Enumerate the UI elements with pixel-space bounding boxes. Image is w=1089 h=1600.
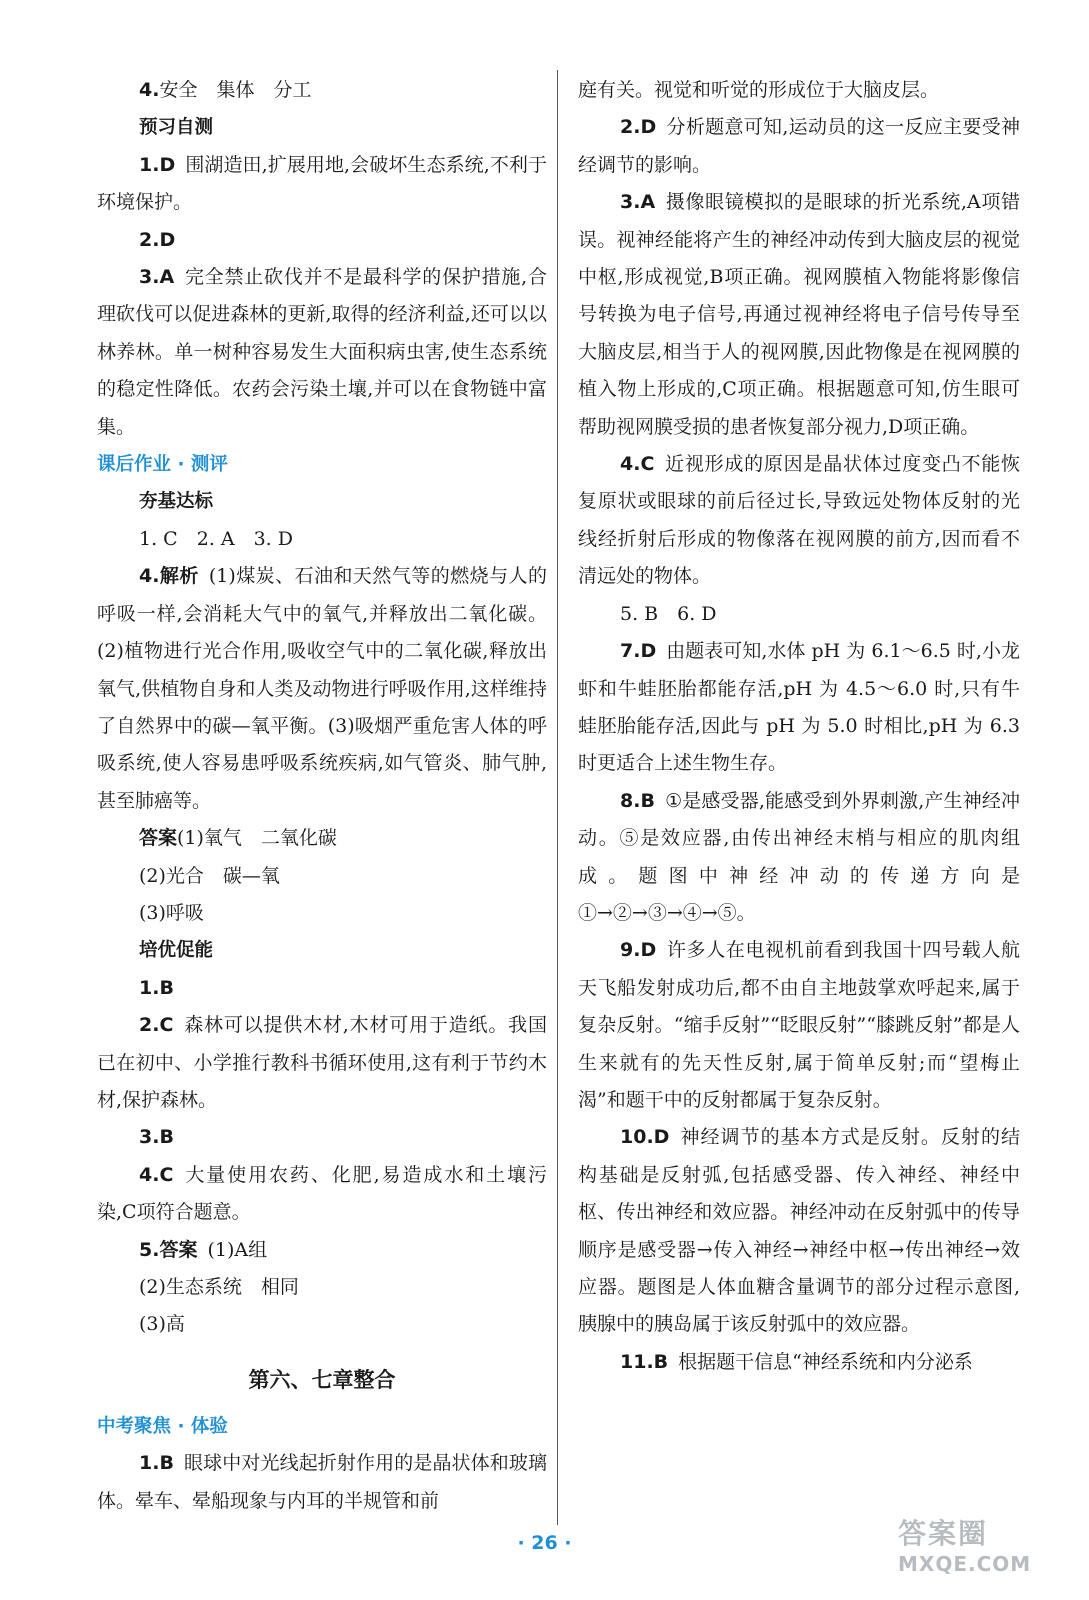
section-subheading: 夯基达标 bbox=[139, 491, 214, 513]
explanation-text: ①是感受器,能感受到外界刺激,产生神经冲动。⑤是效应器,由传出神经末梢与相应的肌肉组成。题图中神经冲动的传递方向是①→②→③→④→⑤。 bbox=[578, 789, 1020, 924]
answer-choice: A bbox=[159, 266, 175, 289]
answer-choice: 解析 bbox=[159, 565, 199, 588]
section-subheading: 培优促能 bbox=[139, 940, 214, 962]
left-column bbox=[97, 72, 547, 1520]
explanation-text: 根据题干信息“神经系统和内分泌系 bbox=[678, 1350, 973, 1373]
question-number: 9. bbox=[620, 939, 641, 962]
question-item bbox=[97, 222, 547, 259]
question-item bbox=[97, 1232, 547, 1269]
question-number: 2. bbox=[620, 116, 641, 139]
answer-line bbox=[97, 1269, 547, 1306]
answer-line bbox=[97, 521, 547, 558]
explanation-text: 眼球中对光线起折射作用的是晶状体和玻璃体。晕车、晕船现象与内耳的半规管和前 bbox=[97, 1452, 547, 1512]
question-item bbox=[97, 1445, 547, 1520]
explanation-text: 由题表可知,水体 pH 为 6.1～6.5 时,小龙虾和牛蛙胚胎都能存活,pH 为 4.5～6.0 时,只有牛蛙胚胎能存活,因此与 pH 为 5.0 时相比,pH 为 6.3 时更适合上述生物生存。 bbox=[578, 640, 1020, 775]
answer-choice: D bbox=[640, 939, 657, 962]
question-number: 2. bbox=[139, 1014, 160, 1037]
explanation-text: 森林可以提供木材,木材可用于造纸。我国已在初中、小学推行教科书循环使用,这有利于节约木材,保护森林。 bbox=[97, 1014, 547, 1111]
explanation-text: 大量使用农药、化肥,易造成水和土壤污染,C项符合题意。 bbox=[97, 1163, 547, 1224]
answer-choice: C bbox=[159, 1014, 174, 1037]
chapter-title: 第六、七章整合 bbox=[248, 1367, 396, 1392]
answer-choice: A bbox=[640, 191, 656, 214]
question-item bbox=[578, 184, 1020, 446]
question-item bbox=[578, 932, 1020, 1119]
answer-choice: D bbox=[653, 1126, 670, 1149]
question-item bbox=[97, 147, 547, 222]
explanation-text: 摄像眼镜模拟的是眼球的折光系统,A项错误。视神经能将产生的神经冲动传到大脑皮层的视觉中枢,形成视觉,B项正确。视网膜植入物能将影像信号转换为电子信号,再通过视神经将电子信号传导至大脑皮层,相当于人的视网膜,因此物像是在视网膜的植入物上形成的,C项正确。根据题意可知,仿生眼可帮助视网膜受损的患者恢复部分视力,D项正确。 bbox=[578, 191, 1020, 438]
question-number: 7. bbox=[620, 640, 641, 663]
answer-choice: B bbox=[640, 789, 655, 812]
section-heading: 中考聚焦 · 体验 bbox=[97, 1415, 228, 1437]
answer-text: 1. C 2. A 3. D bbox=[139, 527, 293, 550]
question-item bbox=[97, 259, 547, 446]
question-number: 8. bbox=[620, 789, 641, 812]
answer-text: (2)光合 碳—氧 bbox=[139, 864, 280, 887]
question-item bbox=[97, 1119, 547, 1156]
answer-text: (3)呼吸 bbox=[139, 901, 204, 924]
question-number: 1. bbox=[139, 1452, 160, 1475]
answer-text: (3)高 bbox=[139, 1313, 185, 1336]
paragraph-continuation: 庭有关。视觉和听觉的形成位于大脑皮层。 bbox=[578, 79, 940, 101]
right-column bbox=[578, 72, 1020, 1381]
answer-line bbox=[578, 596, 1020, 633]
answer-choice: D bbox=[159, 228, 176, 251]
question-number: 11. bbox=[620, 1350, 654, 1373]
watermark-top: 答案圈 bbox=[898, 1517, 989, 1550]
question-item bbox=[578, 1119, 1020, 1343]
question-number: 10. bbox=[620, 1126, 654, 1149]
question-number: 5. bbox=[139, 1238, 160, 1261]
answer-choice: B bbox=[159, 976, 174, 999]
question-item bbox=[97, 1157, 547, 1232]
answer-choice: D bbox=[159, 153, 176, 176]
answer-lead: 答案 bbox=[139, 827, 178, 850]
question-number: 1. bbox=[139, 976, 160, 999]
question-item bbox=[578, 109, 1020, 184]
explanation-text: 分析题意可知,运动员的这一反应主要受神经调节的影响。 bbox=[578, 116, 1020, 176]
explanation-text: 近视形成的原因是晶状体过度变凸不能恢复原状或眼球的前后径过长,导致远处物体反射的光线经折射后形成的物像落在视网膜的前方,因而看不清远处的物体。 bbox=[578, 453, 1020, 588]
answer-choice: B bbox=[159, 1126, 174, 1149]
answer-text: 5. B 6. D bbox=[620, 602, 717, 625]
answer-choice: B bbox=[159, 1452, 174, 1475]
answer-choice: D bbox=[640, 640, 657, 663]
answer-text: 安全 集体 分工 bbox=[159, 79, 312, 101]
question-number: 4. bbox=[139, 1163, 160, 1186]
explanation-text: 许多人在电视机前看到我国十四号载人航天飞船发射成功后,都不由自主地鼓掌欢呼起来,属于复杂反射。“缩手反射”“眨眼反射”“膝跳反射”都是人生来就有的先天性反射,属于简单反射;而“望梅止渴”和题干中的反射都属于复杂反射。 bbox=[578, 939, 1020, 1111]
question-item bbox=[578, 1344, 1020, 1381]
explanation-text: (1)A组 bbox=[207, 1238, 268, 1261]
answer-choice: B bbox=[653, 1350, 669, 1373]
question-item bbox=[97, 558, 547, 820]
watermark-logo bbox=[898, 1512, 1058, 1576]
question-item bbox=[578, 446, 1020, 596]
answer-line bbox=[97, 820, 547, 857]
column-divider bbox=[557, 70, 558, 1525]
question-number: 4. bbox=[139, 565, 160, 588]
section-heading: 课后作业 · 测评 bbox=[97, 454, 228, 476]
question-item bbox=[97, 970, 547, 1007]
section-subheading: 预习自测 bbox=[139, 117, 214, 139]
watermark-bottom: MXQE.COM bbox=[898, 1552, 1032, 1576]
question-number: 3. bbox=[139, 266, 160, 289]
explanation-text: 围湖造田,扩展用地,会破坏生态系统,不利于环境保护。 bbox=[97, 153, 547, 214]
answer-choice: 答案 bbox=[159, 1238, 198, 1261]
explanation-text: 神经调节的基本方式是反射。反射的结构基础是反射弧,包括感受器、传入神经、神经中枢、传出神经和效应器。神经冲动在反射弧中的传导顺序是感受器→传入神经→神经中枢→传出神经→效应器。题图是人体血糖含量调节的部分过程示意图,胰腺中的胰岛属于该反射弧中的效应器。 bbox=[578, 1126, 1020, 1336]
page-number: · 26 · bbox=[517, 1532, 572, 1554]
question-number: 4. bbox=[139, 79, 160, 101]
explanation-text: (1)煤炭、石油和天然气等的燃烧与人的呼吸一样,会消耗大气中的氧气,并释放出二氧化碳。(2)植物进行光合作用,吸收空气中的二氧化碳,释放出氧气,供植物自身和人类及动物进行呼吸作用,这样维持了自然界中的碳—氧平衡。(3)吸烟严重危害人体的呼吸系统,使人容易患呼吸系统疾病,如气管炎、肺气肿,甚至肺癌等。 bbox=[97, 565, 547, 812]
explanation-text: 完全禁止砍伐并不是最科学的保护措施,合理砍伐可以促进森林的更新,取得的经济利益,还可以以林养林。单一树种容易发生大面积病虫害,使生态系统的稳定性降低。农药会污染土壤,并可以在食物链中富集。 bbox=[97, 266, 547, 438]
answer-choice: D bbox=[640, 116, 657, 139]
answer-text: (1)氧气 二氧化碳 bbox=[177, 827, 337, 850]
answer-line bbox=[97, 1306, 547, 1343]
answer-line bbox=[97, 72, 547, 109]
question-number: 3. bbox=[139, 1126, 160, 1149]
answer-choice: C bbox=[640, 453, 655, 476]
answer-text: (2)生态系统 相同 bbox=[139, 1276, 299, 1298]
question-number: 4. bbox=[620, 453, 641, 476]
question-item bbox=[97, 1007, 547, 1119]
question-item bbox=[578, 783, 1020, 933]
answer-line bbox=[97, 858, 547, 895]
question-number: 1. bbox=[139, 153, 160, 176]
answer-line bbox=[97, 895, 547, 932]
question-number: 3. bbox=[620, 191, 641, 214]
question-item bbox=[578, 633, 1020, 783]
answer-choice: C bbox=[159, 1163, 174, 1186]
question-number: 2. bbox=[139, 228, 160, 251]
